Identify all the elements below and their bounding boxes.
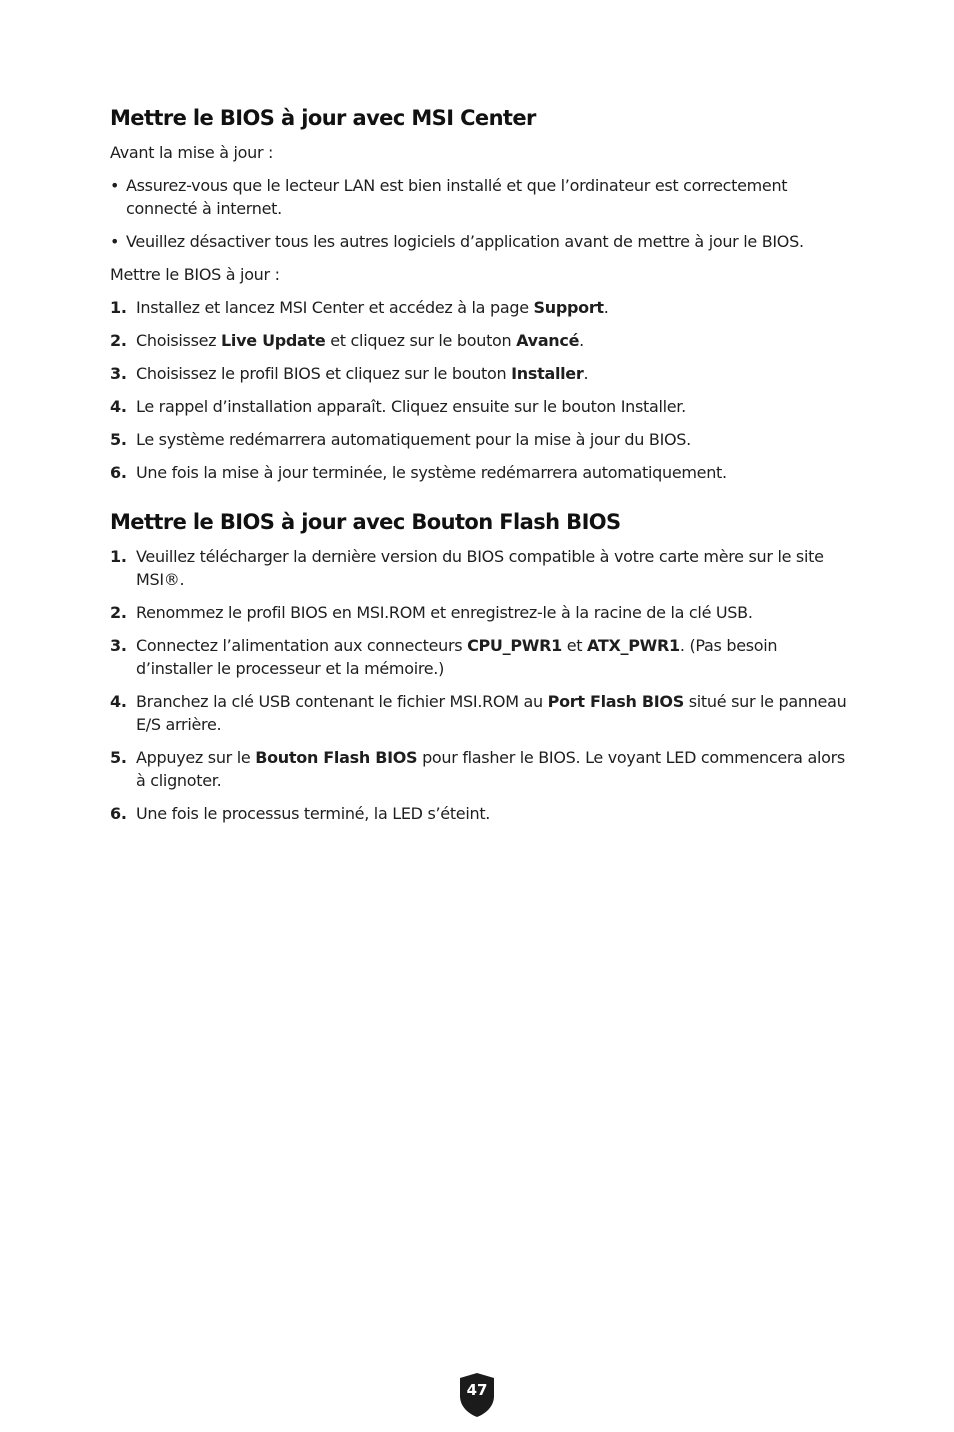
step-item: 2. Choisissez Live Update et cliquez sur le bouton Avancé. xyxy=(110,331,584,350)
page-number: 47 xyxy=(466,1381,488,1399)
section-title-msi-center: Mettre le BIOS à jour avec MSI Center xyxy=(110,106,536,130)
step-item: 6. Une fois la mise à jour terminée, le système redémarrera automatiquement. xyxy=(110,463,727,482)
step-item: 4. Le rappel d’installation apparaît. Cliquez ensuite sur le bouton Installer. xyxy=(110,397,686,416)
step-item: 6. Une fois le processus terminé, la LED s’éteint. xyxy=(110,804,491,823)
page-number-badge xyxy=(458,1372,496,1418)
prerequisites-list xyxy=(110,174,850,253)
step-item: 1. Installez et lancez MSI Center et accédez à la page Support. xyxy=(110,298,609,317)
step-item: 3. Connectez l’alimentation aux connecteurs CPU_PWR1 et ATX_PWR1. (Pas besoin d’installer le processeur et la mémoire.) xyxy=(110,636,778,678)
list-item: • Veuillez désactiver tous les autres logiciels d’application avant de mettre à jour le BIOS. xyxy=(110,232,804,251)
step-item: 4. Branchez la clé USB contenant le fichier MSI.ROM au Port Flash BIOS situé sur le panneau E/S arrière. xyxy=(110,692,847,734)
msi-center-steps xyxy=(110,296,850,484)
step-item: 1. Veuillez télécharger la dernière version du BIOS compatible à votre carte mère sur le site MSI®. xyxy=(110,547,824,589)
step-item: 2. Renommez le profil BIOS en MSI.ROM et enregistrez-le à la racine de la clé USB. xyxy=(110,603,753,622)
before-update-label: Avant la mise à jour : xyxy=(110,143,274,162)
step-item: 5. Appuyez sur le Bouton Flash BIOS pour flasher le BIOS. Le voyant LED commencera alors à clignoter. xyxy=(110,748,845,790)
flash-bios-steps xyxy=(110,545,850,825)
step-item: 5. Le système redémarrera automatiquement pour la mise à jour du BIOS. xyxy=(110,430,691,449)
step-item: 3. Choisissez le profil BIOS et cliquez sur le bouton Installer. xyxy=(110,364,589,383)
list-item: • Assurez-vous que le lecteur LAN est bien installé et que l’ordinateur est correctement connecté à internet. xyxy=(110,176,788,218)
bullet-icon: • xyxy=(110,176,120,195)
update-steps-label: Mettre le BIOS à jour : xyxy=(110,265,280,284)
bullet-icon: • xyxy=(110,232,120,251)
page-content xyxy=(110,104,850,835)
section-title-flash-bios: Mettre le BIOS à jour avec Bouton Flash BIOS xyxy=(110,510,621,534)
